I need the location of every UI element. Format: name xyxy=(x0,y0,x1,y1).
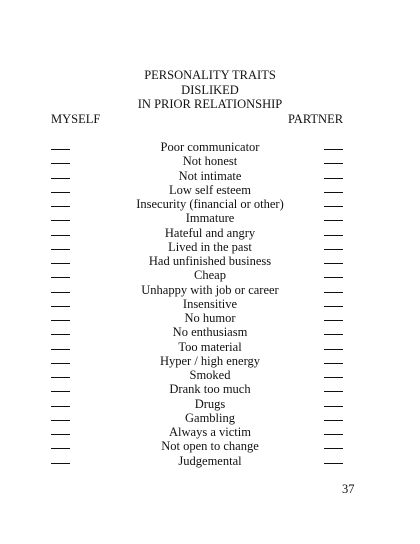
partner-blank-line[interactable] xyxy=(324,420,343,421)
trait-row xyxy=(0,183,420,197)
partner-blank-line[interactable] xyxy=(324,277,343,278)
myself-blank-line[interactable] xyxy=(51,306,70,307)
title-line-1: PERSONALITY TRAITS xyxy=(144,68,276,82)
partner-blank-line[interactable] xyxy=(324,292,343,293)
trait-row xyxy=(0,311,420,325)
trait-row xyxy=(0,368,420,382)
partner-blank-line[interactable] xyxy=(324,391,343,392)
trait-label: Hyper / high energy xyxy=(159,353,261,368)
trait-label: Drugs xyxy=(194,396,226,411)
partner-blank-line[interactable] xyxy=(324,149,343,150)
myself-blank-line[interactable] xyxy=(51,463,70,464)
trait-row xyxy=(0,382,420,396)
trait-label: Drank too much xyxy=(169,382,251,397)
myself-blank-line[interactable] xyxy=(51,377,70,378)
myself-blank-line[interactable] xyxy=(51,434,70,435)
trait-row xyxy=(0,354,420,368)
myself-blank-line[interactable] xyxy=(51,263,70,264)
partner-blank-line[interactable] xyxy=(324,334,343,335)
trait-row xyxy=(0,425,420,439)
partner-blank-line[interactable] xyxy=(324,235,343,236)
trait-list xyxy=(0,140,420,468)
trait-label: Had unfinished business xyxy=(148,254,272,268)
trait-row xyxy=(0,268,420,282)
partner-blank-line[interactable] xyxy=(324,206,343,207)
trait-label: Always a victim xyxy=(169,425,251,439)
partner-blank-line[interactable] xyxy=(324,192,343,193)
trait-row xyxy=(0,169,420,183)
trait-row xyxy=(0,411,420,425)
trait-row xyxy=(0,297,420,311)
partner-blank-line[interactable] xyxy=(324,463,343,464)
myself-blank-line[interactable] xyxy=(51,420,70,421)
trait-label: Too material xyxy=(178,339,242,354)
myself-blank-line[interactable] xyxy=(51,363,70,364)
partner-blank-line[interactable] xyxy=(324,163,343,164)
partner-blank-line[interactable] xyxy=(324,434,343,435)
partner-blank-line[interactable] xyxy=(324,249,343,250)
partner-blank-line[interactable] xyxy=(324,448,343,449)
myself-blank-line[interactable] xyxy=(51,292,70,293)
myself-blank-line[interactable] xyxy=(51,163,70,164)
partner-blank-line[interactable] xyxy=(324,406,343,407)
myself-blank-line[interactable] xyxy=(51,178,70,179)
myself-blank-line[interactable] xyxy=(51,277,70,278)
trait-row xyxy=(0,197,420,211)
title-line-2: DISLIKED xyxy=(181,83,239,97)
trait-row xyxy=(0,397,420,411)
trait-label: Low self esteem xyxy=(169,182,251,197)
myself-blank-line[interactable] xyxy=(51,448,70,449)
partner-blank-line[interactable] xyxy=(324,263,343,264)
trait-label: Insecurity (financial or other) xyxy=(136,197,284,211)
trait-label: Not intimate xyxy=(178,168,242,183)
trait-row xyxy=(0,140,420,154)
partner-blank-line[interactable] xyxy=(324,306,343,307)
trait-label: Poor communicator xyxy=(160,140,260,154)
trait-label: Insensitive xyxy=(182,296,238,311)
trait-row xyxy=(0,211,420,225)
trait-label: Judgemental xyxy=(178,453,242,468)
trait-label: No enthusiasm xyxy=(172,325,248,340)
trait-row xyxy=(0,454,420,468)
trait-row xyxy=(0,325,420,339)
trait-row xyxy=(0,283,420,297)
trait-label: Not honest xyxy=(182,154,238,169)
trait-label: Unhappy with job or career xyxy=(141,282,279,297)
column-header-myself: MYSELF xyxy=(51,112,101,126)
trait-row xyxy=(0,226,420,240)
myself-blank-line[interactable] xyxy=(51,249,70,250)
trait-label: Immature xyxy=(185,211,235,226)
trait-label: Not open to change xyxy=(161,439,259,454)
partner-blank-line[interactable] xyxy=(324,377,343,378)
myself-blank-line[interactable] xyxy=(51,220,70,221)
myself-blank-line[interactable] xyxy=(51,235,70,236)
trait-row xyxy=(0,439,420,453)
partner-blank-line[interactable] xyxy=(324,178,343,179)
trait-label: Hateful and angry xyxy=(164,225,256,240)
partner-blank-line[interactable] xyxy=(324,349,343,350)
trait-label: Smoked xyxy=(189,368,231,382)
myself-blank-line[interactable] xyxy=(51,349,70,350)
page-number: 37 xyxy=(342,482,355,496)
trait-row xyxy=(0,154,420,168)
myself-blank-line[interactable] xyxy=(51,320,70,321)
myself-blank-line[interactable] xyxy=(51,406,70,407)
title-line-3: IN PRIOR RELATIONSHIP xyxy=(137,97,283,111)
trait-label: Gambling xyxy=(185,410,235,425)
trait-label: No humor xyxy=(184,311,236,325)
trait-label: Cheap xyxy=(194,268,226,283)
trait-label: Lived in the past xyxy=(168,239,252,254)
myself-blank-line[interactable] xyxy=(51,334,70,335)
column-header-partner: PARTNER xyxy=(288,112,344,126)
trait-row xyxy=(0,240,420,254)
trait-row xyxy=(0,254,420,268)
myself-blank-line[interactable] xyxy=(51,206,70,207)
partner-blank-line[interactable] xyxy=(324,363,343,364)
partner-blank-line[interactable] xyxy=(324,320,343,321)
trait-row xyxy=(0,340,420,354)
partner-blank-line[interactable] xyxy=(324,220,343,221)
myself-blank-line[interactable] xyxy=(51,192,70,193)
myself-blank-line[interactable] xyxy=(51,149,70,150)
myself-blank-line[interactable] xyxy=(51,391,70,392)
